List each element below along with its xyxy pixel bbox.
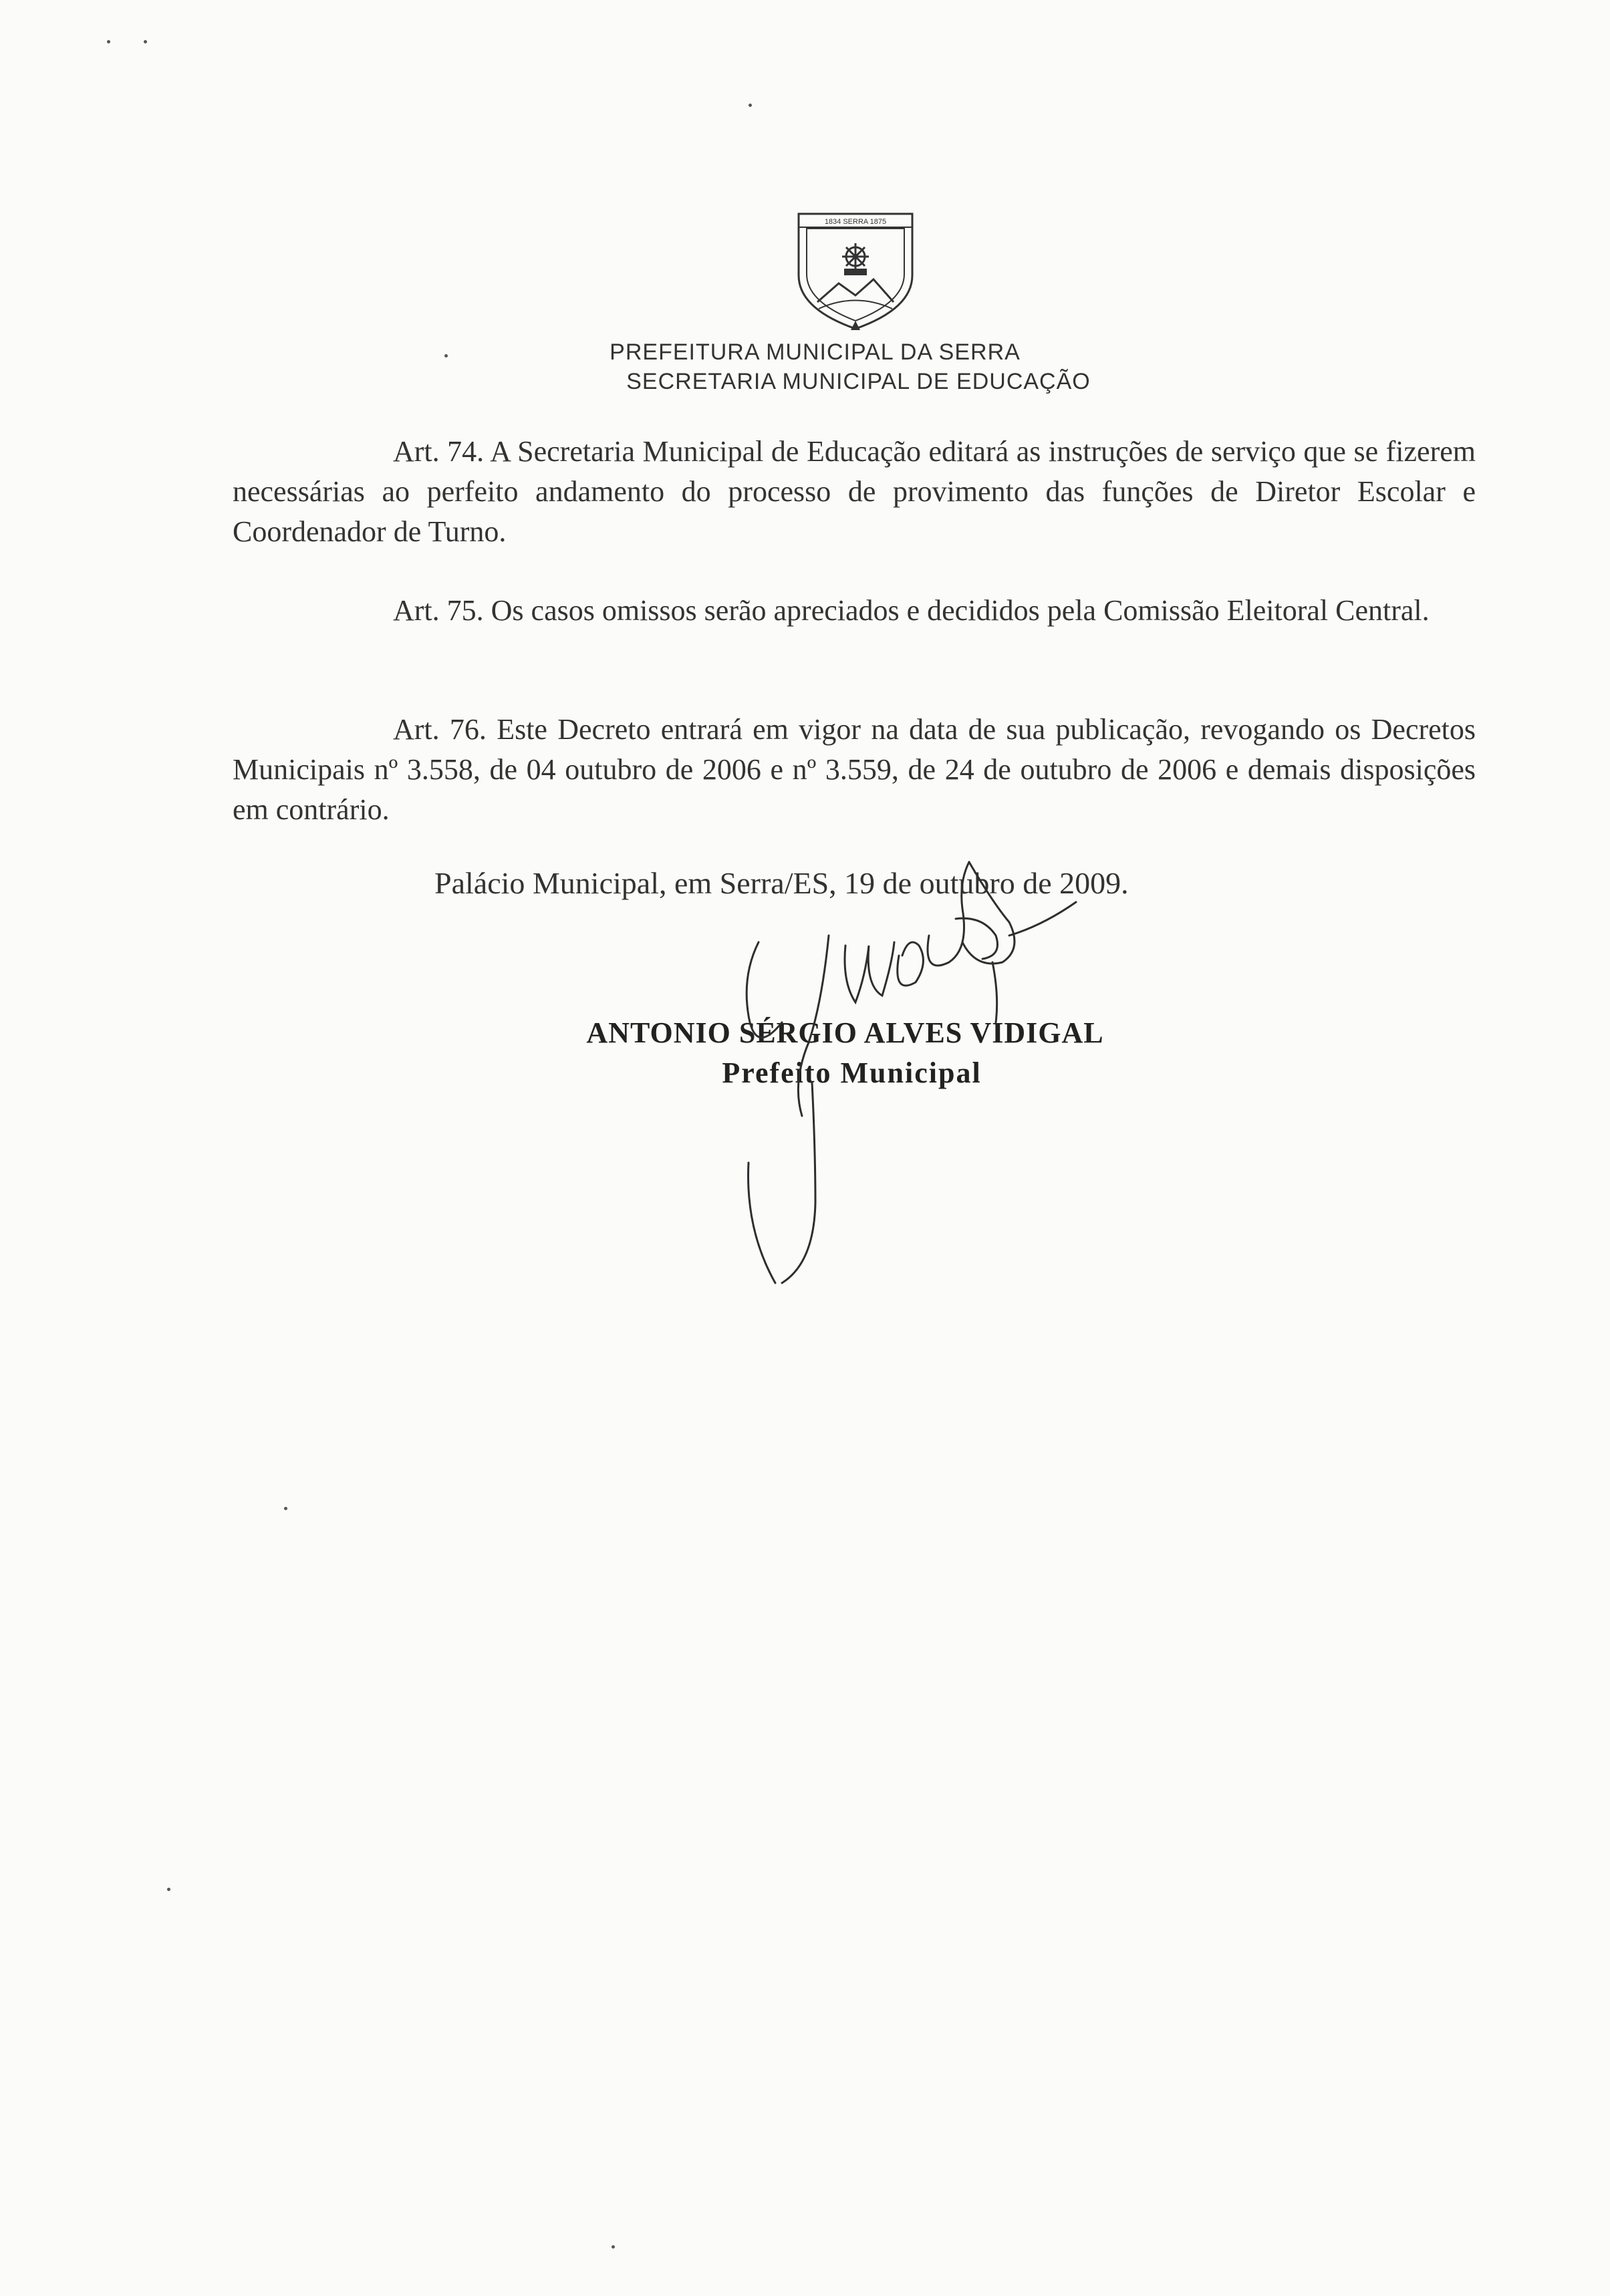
scan-speck [749,104,752,107]
scan-speck [167,1888,170,1891]
article-74: Art. 74. A Secretaria Municipal de Educação editará as instruções de serviço que se fizerem necessárias ao perfeito andamento do processo de provimento das funções de Diretor Escolar e Coordenador de Turno. [233,435,1476,548]
scan-speck [284,1507,287,1510]
coat-of-arms-icon [792,208,919,331]
article-75: Art. 75. Os casos omissos serão apreciados e decididos pela Comissão Eleitoral Central. [393,594,1430,627]
svg-text:1834 SERRA 1875: 1834 SERRA 1875 [824,218,887,226]
article-76: Art. 76. Este Decreto entrará em vigor na data de sua publicação, revogando os Decretos Municipais nº 3.558, de 04 outubro de 2006 e nº 3.559, de 24 de outubro de 2006 e demais disposições em contrário. [233,713,1476,826]
signatory-name: ANTONIO SÉRGIO ALVES VIDIGAL [586,1016,1104,1049]
handwritten-signature [728,802,1103,1296]
signatory-title: Prefeito Municipal [722,1056,982,1089]
scan-speck [107,40,110,43]
header-prefeitura: PREFEITURA MUNICIPAL DA SERRA [610,339,1021,365]
place-and-date: Palácio Municipal, em Serra/ES, 19 de outubro de 2009. [434,866,1129,900]
header-secretaria: SECRETARIA MUNICIPAL DE EDUCAÇÃO [626,369,1091,394]
scan-speck [612,2245,615,2249]
scan-speck [444,354,448,357]
scan-speck [144,40,147,43]
